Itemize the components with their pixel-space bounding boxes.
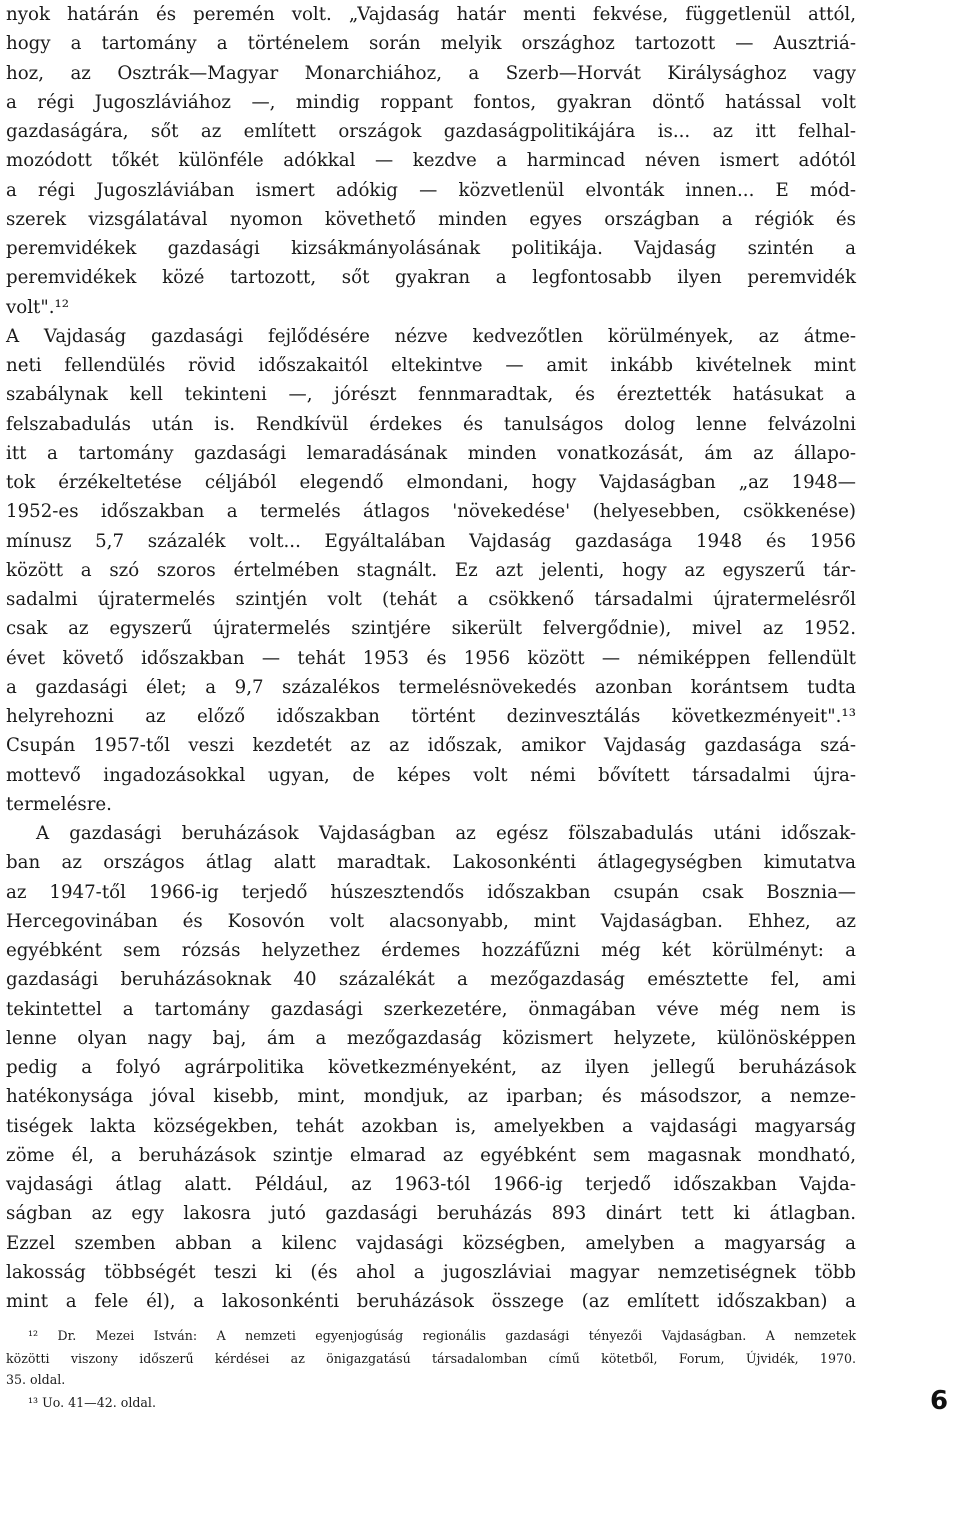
text-line: között a szó szoros értelmében stagnált. Ez azt jelenti, hogy az egyszerű tár-	[6, 559, 856, 581]
text-line: ságban az egy lakosra jutó gazdasági beruházás 893 dinárt tett ki átlagban.	[6, 1203, 856, 1225]
text-line: szabálynak kell tekinteni —, jórészt fennmaradtak, és éreztették hatásukat a	[6, 384, 856, 406]
text-line: sadalmi újratermelés szintjén volt (tehát a csökkenő társadalmi újratermelésről	[6, 589, 856, 610]
text-line: lakosság többségét teszi ki (és ahol a jugoszláviai magyar nemzetiségnek több	[6, 1261, 856, 1283]
text-line: Ezzel szemben abban a kilenc vajdasági községben, amelyben a magyarság a	[6, 1232, 856, 1254]
text-line: a régi Jugoszláviában ismert adókig — közvetlenül elvonták innen... E mód-	[6, 179, 856, 201]
text-line: A gazdasági beruházások Vajdaságban az egész fölszabadulás utáni időszak-	[36, 823, 856, 844]
text-line: 1952-es időszakban a termelés átlagos 'növekedése' (helyesebben, csökkenése)	[6, 501, 856, 523]
footnote-line: ¹³ Uo. 41—42. oldal.	[28, 1395, 156, 1410]
text-line: A Vajdaság gazdasági fejlődésére nézve kedvezőtlen körülmények, az átme-	[6, 325, 856, 347]
text-line: az 1947-től 1966-ig terjedő húszesztendős időszakban csupán csak Bosznia—	[6, 881, 856, 903]
text-line: egyébként sem rózsás helyzethez érdemes hozzáfűzni még két körülményt: a	[6, 940, 856, 961]
text-line: mottevő ingadozásokkal ugyan, de képes volt némi bővített társadalmi újra-	[6, 764, 856, 786]
text-line: szerek vizsgálatával nyomon követhető minden egyes országban a régiók és	[6, 208, 856, 230]
page-number: 6	[930, 1386, 949, 1416]
footnote-line: közötti viszony időszerű kérdései az önigazgatású társadalomban című kötetből, Forum, Újvidék, 1970.	[6, 1351, 856, 1366]
text-line: helyrehozni az előző időszakban történt dezinvesztálás következményeit".¹³	[6, 706, 856, 727]
text-line: hatékonysága jóval kisebb, mint, mondjuk, az iparban; és másodszor, a nemze-	[6, 1086, 856, 1108]
text-line: mozódott tőkét különféle adókkal — kezdve a harmincad néven ismert adótól	[6, 150, 856, 172]
text-line: lenne olyan nagy baj, ám a mezőgazdaság közismert helyzete, különösképpen	[6, 1027, 856, 1049]
text-line: neti fellendülés rövid időszakaitól eltekintve — amit inkább kivételnek mint	[6, 355, 856, 376]
text-line: vajdasági átlag alatt. Például, az 1963-tól 1966-ig terjedő időszakban Vajda-	[6, 1174, 856, 1195]
text-line: csak az egyszerű újratermelés szintjére sikerült felvergődnie), mivel az 1952.	[6, 618, 856, 640]
text-line: ban az országos átlag alatt maradtak. Lakosonkénti átlagegységben kimutatva	[6, 852, 856, 874]
text-line: évet követő időszakban — tehát 1953 és 1956 között — némiképpen fellendült	[6, 647, 856, 669]
text-line: hogy a tartomány a történelem során melyik országhoz tartozott — Ausztriá-	[6, 33, 856, 55]
text-line: mínusz 5,7 százalék volt... Egyáltalában Vajdaság gazdasága 1948 és 1956	[6, 530, 856, 552]
footnote-line: 35. oldal.	[6, 1372, 66, 1387]
text-line: pedig a folyó agrárpolitika következményeként, az ilyen jellegű beruházások	[6, 1057, 856, 1078]
text-line: nyok határán és peremén volt. „Vajdaság határ menti fekvése, függetlenül attól,	[6, 4, 856, 25]
text-line: a régi Jugoszláviához —, mindig roppant fontos, gyakran döntő hatással volt	[6, 91, 856, 113]
footnote-line: ¹² Dr. Mezei István: A nemzeti egyenjogúság regionális gazdasági tényezői Vajdaságban. A nemzetek	[28, 1328, 856, 1343]
text-line: tiségek lakta községekben, tehát azokban is, amelyekben a vajdasági magyarság	[6, 1115, 856, 1137]
text-line: tekintettel a tartomány gazdasági szerkezetére, önmagában véve még nem is	[6, 998, 856, 1020]
text-line: Csupán 1957-től veszi kezdetét az az időszak, amikor Vajdaság gazdasága szá-	[6, 735, 856, 757]
text-line: termelésre.	[6, 793, 112, 815]
text-line: felszabadulás után is. Rendkívül érdekes és tanulságos dolog lenne felvázolni	[6, 413, 856, 435]
text-line: peremvidékek gazdasági kizsákmányolásának politikája. Vajdaság szintén a	[6, 238, 856, 259]
text-line: mint a fele él), a lakosonkénti beruházások összege (az említett időszakban) a	[6, 1291, 856, 1312]
text-line: tok érzékeltetése céljából elegendő elmondani, hogy Vajdaságban „az 1948—	[6, 472, 856, 493]
text-line: zöme él, a beruházások szintje elmarad az egyébként sem magasnak mondható,	[6, 1144, 856, 1166]
text-line: hoz, az Osztrák—Magyar Monarchiához, a Szerb—Horvát Királysághoz vagy	[6, 62, 856, 84]
text-line: gazdaságára, sőt az említett országok gazdaságpolitikájára is... az itt felhal-	[6, 121, 856, 142]
text-line: itt a tartomány gazdasági lemaradásának minden vonatkozását, ám az állapo-	[6, 442, 856, 464]
text-line: peremvidékek közé tartozott, sőt gyakran a legfontosabb ilyen peremvidék	[6, 267, 856, 289]
text-line: gazdasági beruházásoknak 40 százalékát a mezőgazdaság emésztette fel, ami	[6, 969, 856, 991]
text-line: a gazdasági élet; a 9,7 százalékos termelésnövekedés azonban korántsem tudta	[6, 676, 856, 698]
text-line: Hercegovinában és Kosovón volt alacsonyabb, mint Vajdaságban. Ehhez, az	[6, 910, 856, 932]
text-line: volt".¹²	[6, 296, 70, 318]
